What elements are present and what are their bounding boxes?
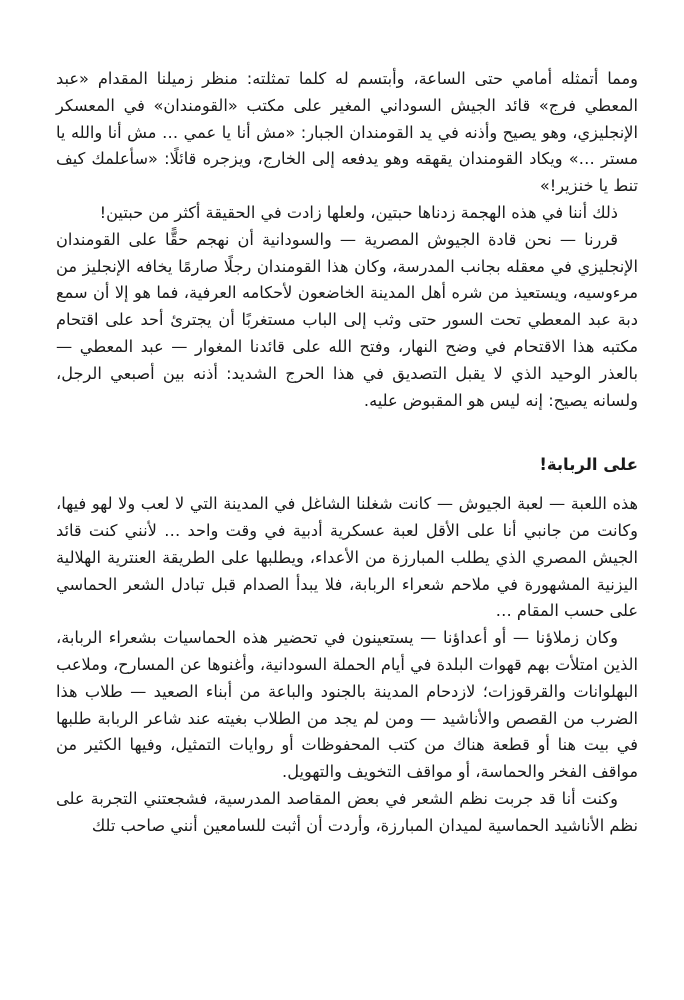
- paragraph: ومما أتمثله أمامي حتى الساعة، وأبتسم له كلما تمثلته: منظر زميلنا المقدام «عبد المعطي فرج» قائد الجيش السوداني المغير على مكتب «القومندان» في المعسكر الإنجليزي، وهو يصيح وأذنه في يد القومندان الجبار: «مش أنا يا عمي … مش أنا والله يا مستر …» ويكاد القومندان يقهقه وهو يدفعه إلى الخارج، ويزجره قائلًا: «سأعلمك كيف تنط يا خنزير!»: [56, 69, 638, 196]
- book-page: [56, 66, 638, 840]
- paragraph: وكنت أنا قد جربت نظم الشعر في بعض المقاصد المدرسية، فشجعتني التجربة على نظم الأناشيد الحماسية لميدان المبارزة، وأردت أن أثبت للسامعين أنني صاحب تلك: [56, 788, 638, 835]
- section-spacer: [56, 414, 638, 432]
- paragraph: ذلك أننا في هذه الهجمة زدناها حبتين، ولعلها زادت في الحقيقة أكثر من حبتين!: [99, 202, 618, 222]
- paragraph: هذه اللعبة — لعبة الجيوش — كانت شغلنا الشاغل في المدينة التي لا لعب ولا لهو فيها، وكانت من جانبي أنا على الأقل لعبة عسكرية أدبية في وقت واحد … لأنني كنت قائد الجيش المصري الذي يطلب المبارزة من الأعداء، ويطلبها على الطريقة العنترية الهلالية اليزنية المشهورة في ملاحم شعراء الربابة، فلا يبدأ الصدام قبل تبادل الشعر الحماسي على حسب المقام …: [56, 494, 638, 621]
- paragraph: وكان زملاؤنا — أو أعداؤنا — يستعينون في تحضير هذه الحماسيات بشعراء الربابة، الذين امتلأت بهم قهوات البلدة في أيام الحملة السودانية، وأغنوها عن المسارح، وملاعب البهلوانات والقرقوزات؛ لازدحام المدينة بالجنود والباعة من أبناء الصعيد — طلاب هذا الضرب من القصص والأناشيد — ومن لم يجد من الطلاب بغيته عند شاعر الربابة طلبها في بيت هنا أو قطعة هناك من كتب المحفوظات أو روايات التمثيل، وفيها الكثير من مواقف الفخر والحماسة، أو مواقف التخويف والتهويل.: [56, 628, 638, 782]
- paragraph: قررنا — نحن قادة الجيوش المصرية — والسودانية أن نهجم حقًّا على القومندان الإنجليزي في معقله بجانب المدرسة، وكان هذا القومندان رجلًا صارمًا يخافه الإنجليز من مرءوسيه، ويستعيذ من شره أهل المدينة الخاضعون لأحكامه العرفية، فما هو إلا أن سمع دبة عبد المعطي تحت السور حتى وثب إلى الباب مستغربًا أن يجترئ أحد على اقتحام مكتبه هذا الاقتحام في وضح النهار، وفتح الله على قائدنا المغوار — عبد المعطي — بالعذر الوحيد الذي لا يقبل التصديق في هذا الحرج الشديد: أذنه بين أصبعي الرجل، ولسانه يصيح: إنه ليس هو المقبوض عليه.: [56, 229, 638, 410]
- section-heading: على الربابة!: [539, 455, 638, 475]
